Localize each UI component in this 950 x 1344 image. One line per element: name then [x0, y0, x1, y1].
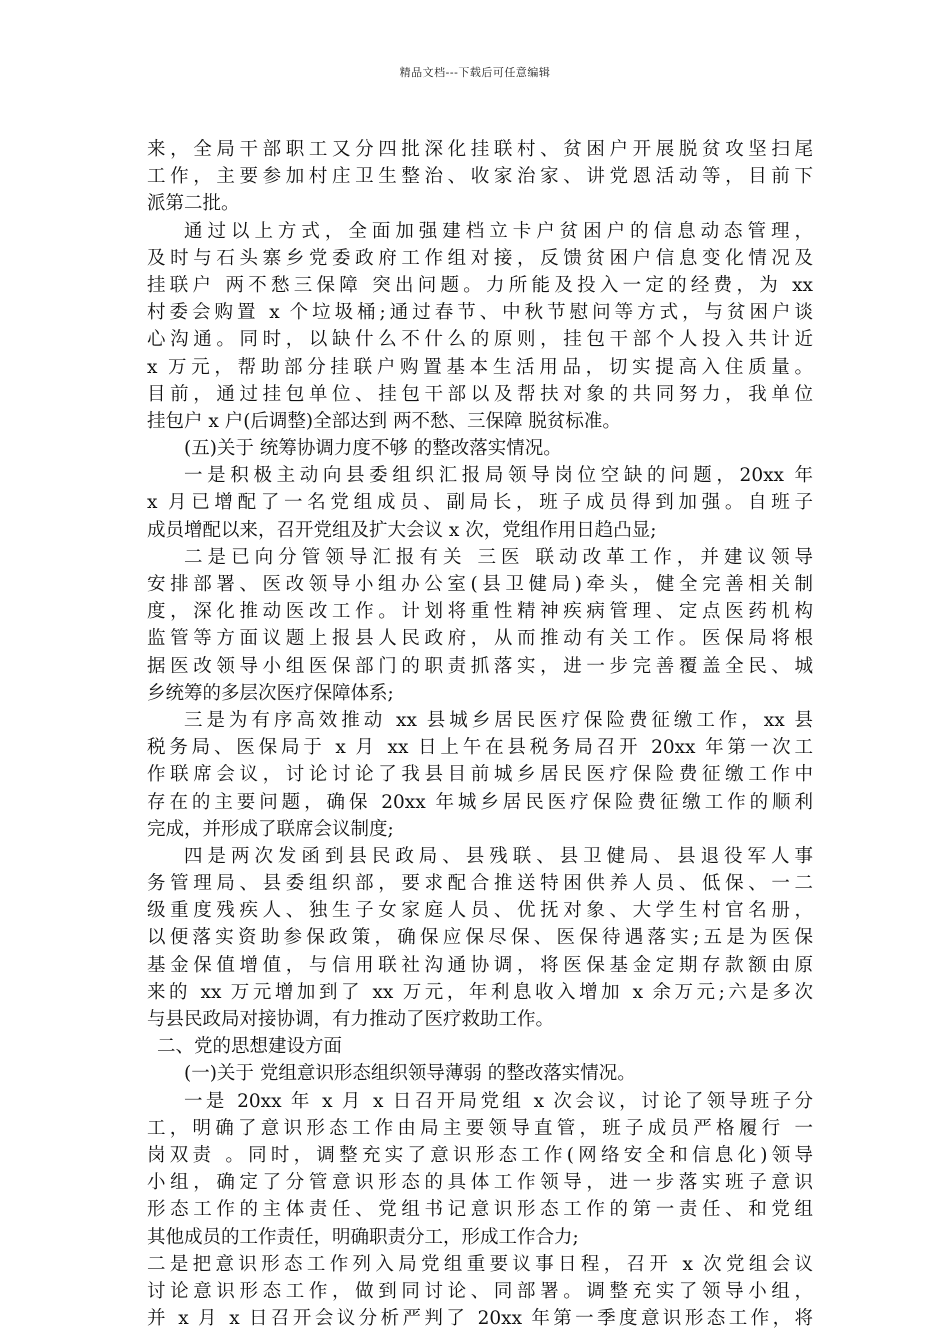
text-line: (五)关于 统筹协调力度不够 的整改落实情况。: [184, 438, 562, 460]
text-line: x 月已增配了一名党组成员、副局长，班子成员得到加强。自班子: [147, 492, 813, 514]
text-line: 小组，确定了分管意识形态的具体工作领导，进一步落实班子意识: [147, 1172, 813, 1194]
document-body: [147, 136, 813, 1332]
text-line: 其他成员的工作责任，明确职责分工，形成工作合力;: [147, 1226, 579, 1248]
text-line: 及时与石头寨乡党委政府工作组对接，反馈贫困户信息变化情况及: [147, 247, 813, 269]
text-line: 形态工作的主体责任、党组书记意识形态工作的第一责任、和党组: [147, 1199, 813, 1221]
text-line: 四是两次发函到县民政局、县残联、县卫健局、县退役军人事: [184, 845, 813, 867]
text-line: 挂联户 两不愁三保障 突出问题。力所能及投入一定的经费，为 xx: [147, 274, 813, 296]
text-line: 岗双责 。同时，调整充实了意识形态工作(网络安全和信息化)领导: [147, 1144, 813, 1166]
text-line: 作联席会议，讨论讨论了我县目前城乡居民医疗保险费征缴工作中: [147, 764, 813, 786]
text-line: 村委会购置 x 个垃圾桶;通过春节、中秋节慰问等方式，与贫困户谈: [147, 302, 813, 324]
text-line: 工，明确了意识形态工作由局主要领导直管，班子成员严格履行 一: [147, 1117, 813, 1139]
text-line: 二是已向分管领导汇报有关 三医 联动改革工作，并建议领导: [184, 546, 813, 568]
text-line: 一是 20xx 年 x 月 x 日召开局党组 x 次会议，讨论了领导班子分: [184, 1090, 813, 1112]
text-line: 完成，并形成了联席会议制度;: [147, 818, 394, 840]
text-line: 基金保值增值，与信用联社沟通协调，将医保基金定期存款额由原: [147, 954, 813, 976]
text-line: 来的 xx 万元增加到了 xx 万元，年利息收入增加 x 余万元;六是多次: [147, 981, 813, 1003]
text-line: 乡统筹的多层次医疗保障体系;: [147, 682, 394, 704]
text-line: 监管等方面议题上报县人民政府，从而推动有关工作。医保局将根: [147, 628, 813, 650]
text-line: 二是把意识形态工作列入局党组重要议事日程，召开 x 次党组会议: [147, 1253, 813, 1275]
text-line: 度，深化推动医改工作。计划将重性精神疾病管理、定点医药机构: [147, 601, 813, 623]
text-line: (一)关于 党组意识形态组织领导薄弱 的整改落实情况。: [184, 1063, 636, 1085]
page-header: 精品文档---下载后可任意编辑: [399, 66, 551, 79]
text-line: 以便落实资助参保政策，确保应保尽保、医保待遇落实;五是为医保: [147, 927, 813, 949]
text-line: 派第二批。: [147, 193, 240, 215]
text-line: 工作，主要参加村庄卫生整治、收家治家、讲党恩活动等，目前下: [147, 166, 813, 188]
text-line: 安排部署、医改领导小组办公室(县卫健局)牵头，健全完善相关制: [147, 574, 813, 595]
text-line: 三是为有序高效推动 xx 县城乡居民医疗保险费征缴工作，xx 县: [184, 709, 813, 731]
text-line: 与县民政局对接协调，有力推动了医疗救助工作。: [147, 1009, 555, 1030]
text-line: 心沟通。同时，以缺什么不什么的原则，挂包干部个人投入共计近: [147, 329, 813, 351]
text-line: 一是积极主动向县委组织汇报局领导岗位空缺的问题，20xx 年: [184, 465, 813, 487]
text-line: 存在的主要问题，确保 20xx 年城乡居民医疗保险费征缴工作的顺利: [147, 791, 813, 813]
text-line: 税务局、医保局于 x 月 xx 日上午在县税务局召开 20xx 年第一次工: [147, 737, 813, 759]
text-line: x 万元，帮助部分挂联户购置基本生活用品，切实提高入住质量。: [147, 356, 813, 378]
text-line: 挂包户 x 户(后调整)全部达到 两不愁、三保障 脱贫标准。: [147, 410, 621, 432]
text-line: 务管理局、县委组织部，要求配合推送特困供养人员、低保、一二: [147, 873, 813, 895]
text-line: 通过以上方式，全面加强建档立卡户贫困户的信息动态管理，: [184, 220, 813, 242]
text-line: 讨论意识形态工作，做到同讨论、同部署。调整充实了领导小组，: [147, 1280, 813, 1302]
text-line: 据医改领导小组医保部门的职责抓落实，进一步完善覆盖全民、城: [147, 655, 813, 677]
text-line: 成员增配以来，召开党组及扩大会议 x 次，党组作用日趋凸显;: [147, 519, 657, 541]
text-line: 并 x 月 x 日召开会议分析严判了 20xx 年第一季度意识形态工作，将: [147, 1308, 813, 1330]
text-line: 二、党的思想建设方面: [157, 1036, 343, 1058]
text-line: 来，全局干部职工又分四批深化挂联村、贫困户开展脱贫攻坚扫尾: [147, 139, 813, 160]
text-line: 目前，通过挂包单位、挂包干部以及帮扶对象的共同努力，我单位: [147, 383, 813, 405]
text-line: 级重度残疾人、独生子女家庭人员、优抚对象、大学生村官名册，: [147, 900, 813, 922]
